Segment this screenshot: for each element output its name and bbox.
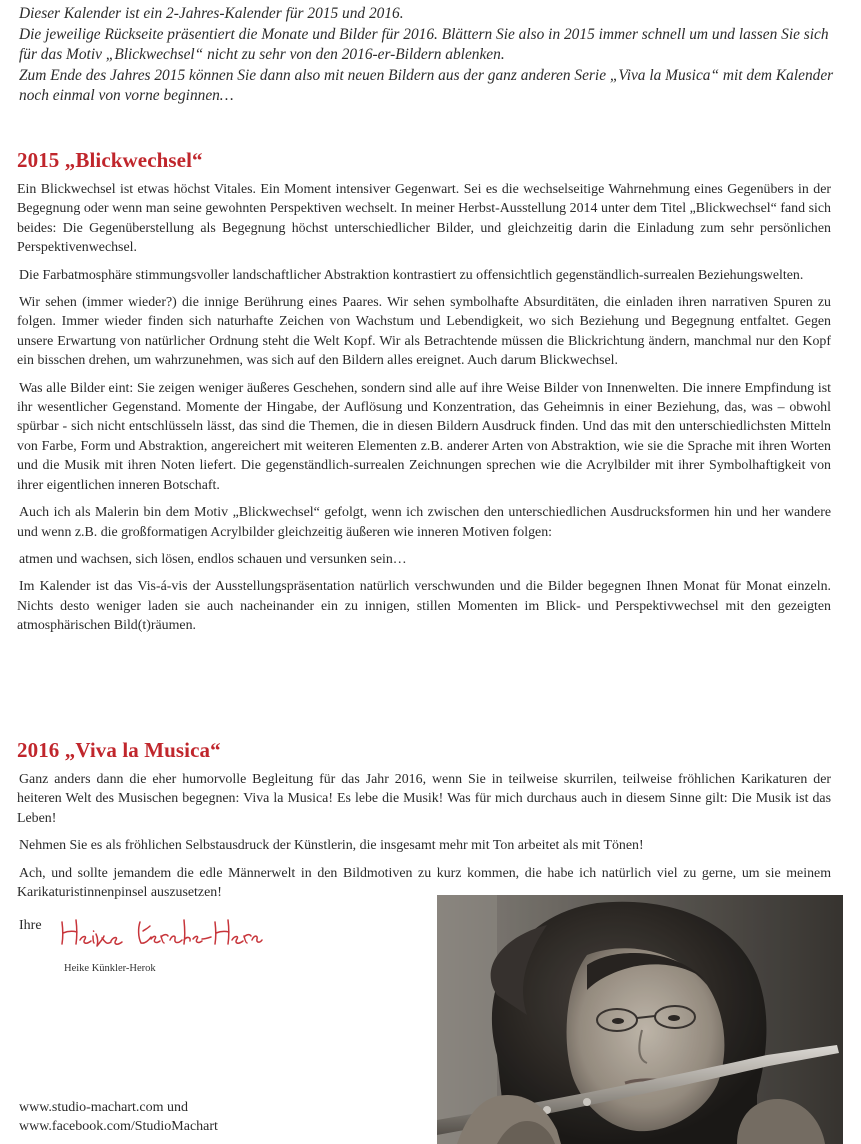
facebook-link[interactable]: www.facebook.com/StudioMachart: [19, 1119, 218, 1134]
artist-flute-photo: [437, 895, 843, 1144]
salutation: Ihre: [19, 918, 42, 933]
intro-line-1: Dieser Kalender ist ein 2-Jahres-Kalender für 2015 und 2016.: [19, 5, 404, 22]
section-2015-body: [17, 180, 831, 644]
intro-line-3: Zum Ende des Jahres 2015 können Sie dann also mit neuen Bildern aus der ganz anderen Serie „Viva la Musica“ mit dem Kalender noch einmal von vorne beginnen…: [19, 66, 834, 105]
heading-2016: 2016 „Viva la Musica“: [17, 738, 221, 762]
paragraph: Auch ich als Malerin bin dem Motiv „Blickwechsel“ gefolgt, wenn ich zwischen den unterschiedlichen Ausdrucksformen hin und her wandere und wenn z.B. die großformatigen Acrylbilder gleichzeitig äußeren wie inneren Motiven folgen:: [17, 505, 831, 540]
heading-2015: 2015 „Blickwechsel“: [17, 148, 203, 172]
signer-name: Heike Künkler-Herok: [64, 963, 156, 974]
paragraph: Im Kalender ist das Vis-á-vis der Ausstellungspräsentation natürlich verschwunden und die Bilder begegnen Ihnen Monat für Monat einzeln. Nichts desto weniger laden sie auch nacheinander ein zu innigen, stillen Momenten im Blick- und Perspektivwechsel mit den gezeigten atmosphärischen Bild(t)räumen.: [17, 579, 831, 634]
paragraph: Was alle Bilder eint: Sie zeigen weniger äußeres Geschehen, sondern sind alle auf ihre Weise Bilder von Innenwelten. Die innere Empfindung ist ihr wesentlicher Gegenstand. Momente der Hingabe, der Auflösung und Konzentration, das Geheimnis in einer Beziehung, das, was – obwohl spürbar - sich nicht entschlüsseln lässt, das sind die Themen, die in diesen Bildern Ausdruck finden. Und das mit den unterschiedlichsten Mitteln von Farbe, Form und Abstraktion, angereichert mit weiteren Elementen z.B. anderer Arten von Abstraktion, wie sie die Sprache mit ihren Worten und die Musik mit ihren Noten liefert. Die gegenständlich-surrealen Zeichnungen sprechen wie die Acrylbilder mit ihrer Symbolhaftigkeit von ihrer eigentlichen inneren Botschaft.: [17, 380, 831, 493]
section-2016-body: [17, 770, 831, 910]
paragraph: Ein Blickwechsel ist etwas höchst Vitales. Ein Moment intensiver Gegenwart. Sei es die wechselseitige Wahrnehmung eines Gegenübers in der Begegnung oder wenn man seine gewohnten Perspektiven wechselt. In meiner Herbst-Ausstellung 2014 unter dem Titel „Blickwechsel“ fand sich beides: Die Gegenüberstellung als Begegnung höchst unterschiedlicher Bilder, und gleichzeitig darin die Einladung zum sehr persönlichen Perspektivenwechsel.: [17, 182, 831, 256]
paragraph: Nehmen Sie es als fröhlichen Selbstausdruck der Künstlerin, die insgesamt mehr mit Ton arbeitet als mit Tönen!: [19, 838, 644, 854]
website-link[interactable]: www.studio-machart.com und: [19, 1100, 188, 1115]
paragraph: Ach, und sollte jemandem die edle Männerwelt in den Bildmotiven zu kurz kommen, die habe ich natürlich viel zu gerne, um sie meinem Karikaturistinnenpinsel auszusetzen!: [17, 865, 831, 901]
paragraph: atmen und wachsen, sich lösen, endlos schauen und versunken sein…: [19, 551, 407, 567]
paragraph: Ganz anders dann die eher humorvolle Begleitung für das Jahr 2016, wenn Sie in teilweise skurrilen, teilweise fröhlichen Karikaturen der heiteren Welt des Musischen begegnen: Viva la Musica! Es lebe die Musik! Was für mich durchaus auch in diesem Sinne gilt: Die Musik ist das Leben!: [17, 772, 831, 826]
contact-links: [19, 1098, 218, 1136]
intro-line-2: Die jeweilige Rückseite präsentiert die Monate und Bilder für 2016. Blättern Sie also in 2015 immer schnell um und lassen Sie sich für das Motiv „Blickwechsel“ nicht zu sehr von den 2016-er-Bildern ablenken.: [19, 25, 829, 64]
intro-text: [19, 4, 849, 107]
paragraph: Wir sehen (immer wieder?) die innige Berührung eines Paares. Wir sehen symbolhafte Absurditäten, die einladen ihren narrativen Spuren zu folgen. Immer wieder finden sich naturhafte Zeichen von Wachstum und Lebendigkeit, wo sich Beziehung und Begegnung entfaltet. Gegen unsere Erwartung von natürlicher Ordnung steht die Welt Kopf. Wir als Betrachtende müssen die Blickrichtung ändern, manchmal nur den Kopf ein bisschen drehen, um wahrzunehmen, was sich auf den Bildern alles ereignet. Auch darum Blickwechsel.: [17, 295, 831, 369]
paragraph: Die Farbatmosphäre stimmungsvoller landschaftlicher Abstraktion kontrastiert zu offensichtlich gegenständlich-surrealen Beziehungswelten.: [19, 267, 804, 283]
handwritten-signature: [58, 910, 263, 952]
